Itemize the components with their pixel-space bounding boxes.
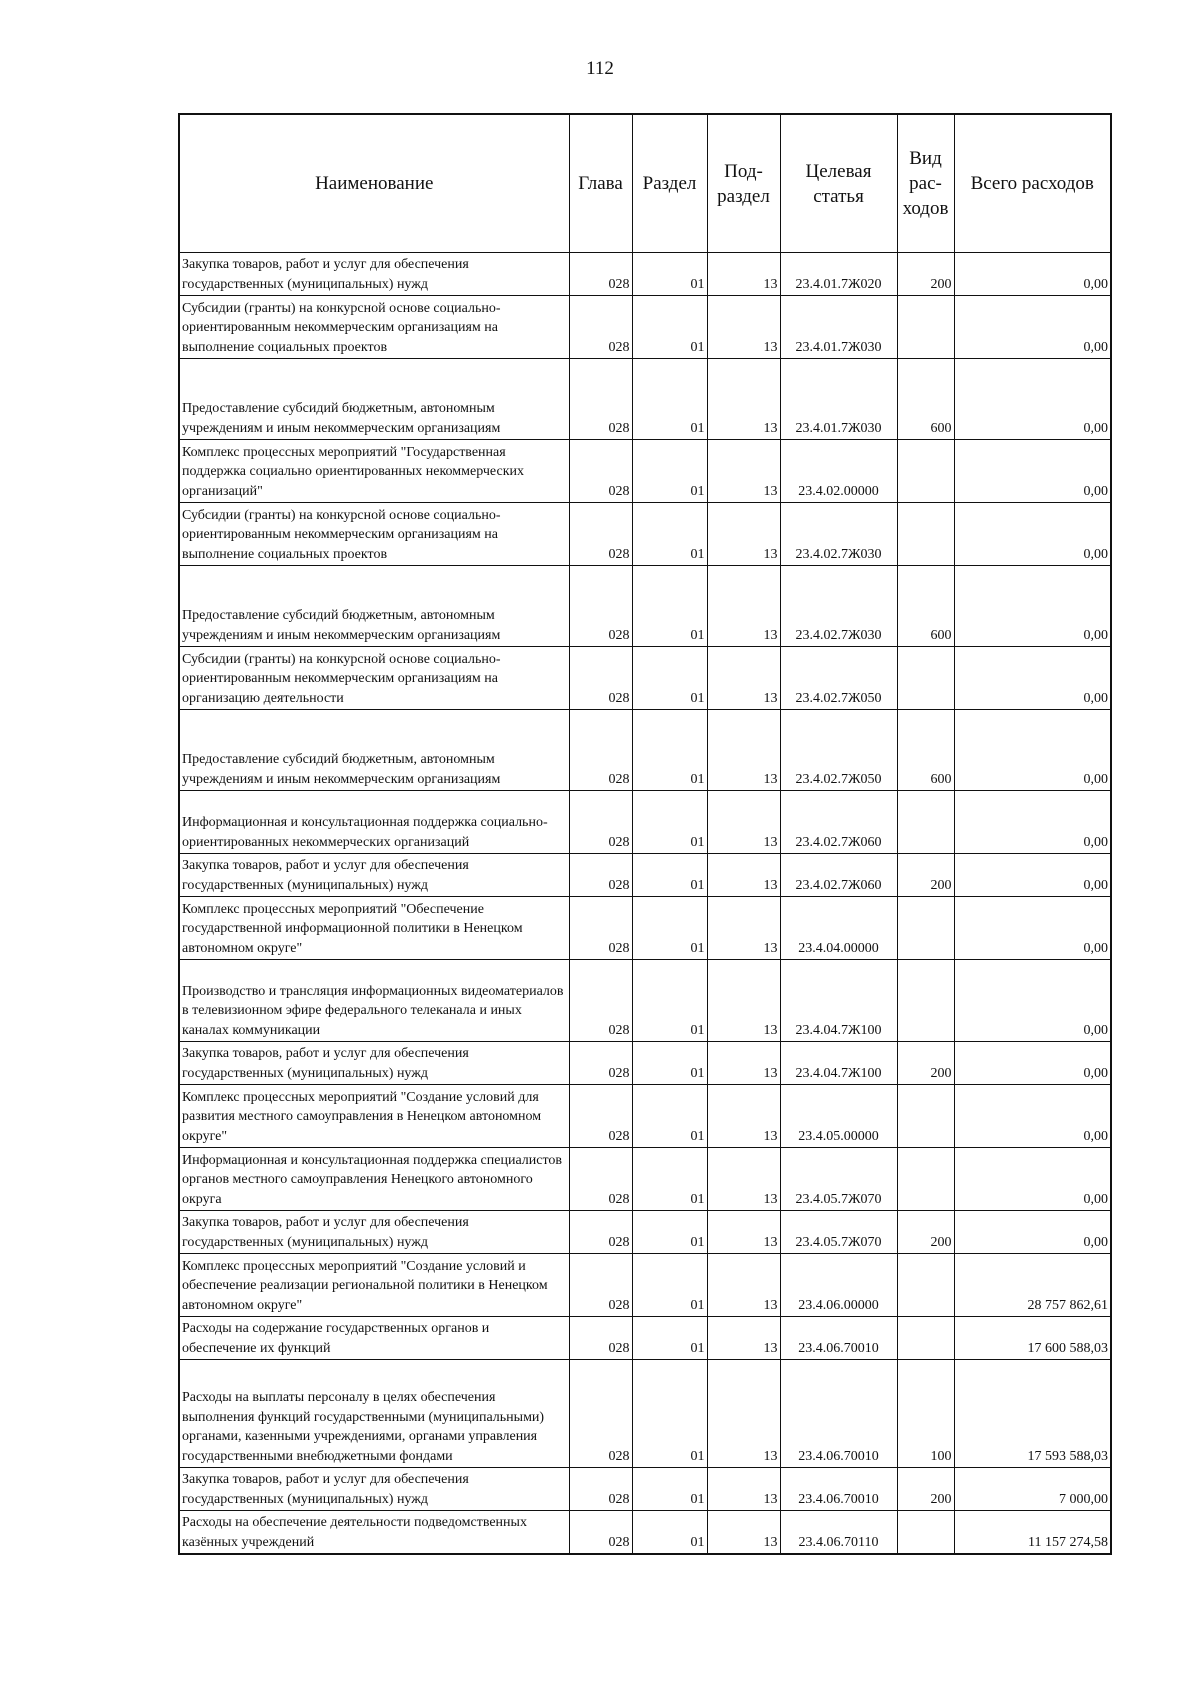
cell-kind: 600 xyxy=(897,359,954,440)
cell-name: Комплекс процессных мероприятий "Обеспечение государственной информационной политики в Ненецком автономном округе" xyxy=(179,897,569,960)
cell-kind: 100 xyxy=(897,1360,954,1468)
cell-name: Расходы на содержание государственных органов и обеспечение их функций xyxy=(179,1317,569,1360)
cell-kind xyxy=(897,960,954,1042)
cell-subsection: 13 xyxy=(707,647,780,710)
cell-name: Производство и трансляция информационных видеоматериалов в телевизионном эфире федерального телеканала и иных каналах коммуникации xyxy=(179,960,569,1042)
cell-total: 11 157 274,58 xyxy=(954,1511,1111,1555)
cell-subsection: 13 xyxy=(707,296,780,359)
cell-section: 01 xyxy=(632,1360,707,1468)
cell-section: 01 xyxy=(632,647,707,710)
cell-chapter: 028 xyxy=(569,897,632,960)
cell-total: 17 600 588,03 xyxy=(954,1317,1111,1360)
cell-chapter: 028 xyxy=(569,1511,632,1555)
cell-section: 01 xyxy=(632,1148,707,1211)
cell-name: Информационная и консультационная поддержка специалистов органов местного самоуправления Ненецкого автономного округа xyxy=(179,1148,569,1211)
cell-article: 23.4.02.7Ж030 xyxy=(780,503,897,566)
header-chapter: Глава xyxy=(569,114,632,253)
cell-section: 01 xyxy=(632,897,707,960)
cell-subsection: 13 xyxy=(707,897,780,960)
cell-article: 23.4.01.7Ж020 xyxy=(780,253,897,296)
cell-subsection: 13 xyxy=(707,1148,780,1211)
cell-article: 23.4.06.70010 xyxy=(780,1468,897,1511)
cell-chapter: 028 xyxy=(569,359,632,440)
table-row xyxy=(179,791,1111,854)
cell-article: 23.4.01.7Ж030 xyxy=(780,296,897,359)
cell-total: 0,00 xyxy=(954,359,1111,440)
cell-name: Расходы на выплаты персоналу в целях обеспечения выполнения функций государственными (муниципальными) органами, казенными учреждениями, органами управления государственными внебюджетными фондами xyxy=(179,1360,569,1468)
cell-chapter: 028 xyxy=(569,1085,632,1148)
cell-name: Субсидии (гранты) на конкурсной основе социально-ориентированным некоммерческим организациям на выполнение социальных проектов xyxy=(179,503,569,566)
cell-kind xyxy=(897,647,954,710)
page-number: 112 xyxy=(586,58,614,79)
cell-chapter: 028 xyxy=(569,647,632,710)
cell-total: 0,00 xyxy=(954,253,1111,296)
cell-subsection: 13 xyxy=(707,1317,780,1360)
cell-kind xyxy=(897,1317,954,1360)
cell-total: 0,00 xyxy=(954,647,1111,710)
table-row xyxy=(179,1511,1111,1555)
table-row xyxy=(179,1042,1111,1085)
cell-kind xyxy=(897,440,954,503)
cell-chapter: 028 xyxy=(569,1254,632,1317)
cell-section: 01 xyxy=(632,1254,707,1317)
table-row xyxy=(179,647,1111,710)
cell-section: 01 xyxy=(632,854,707,897)
cell-total: 7 000,00 xyxy=(954,1468,1111,1511)
cell-subsection: 13 xyxy=(707,1511,780,1555)
cell-section: 01 xyxy=(632,791,707,854)
cell-total: 0,00 xyxy=(954,566,1111,647)
cell-total: 0,00 xyxy=(954,960,1111,1042)
cell-name: Закупка товаров, работ и услуг для обеспечения государственных (муниципальных) нужд xyxy=(179,1042,569,1085)
header-section: Раздел xyxy=(632,114,707,253)
cell-kind xyxy=(897,1254,954,1317)
cell-total: 0,00 xyxy=(954,440,1111,503)
header-subsection: Под-раздел xyxy=(707,114,780,253)
cell-chapter: 028 xyxy=(569,854,632,897)
cell-subsection: 13 xyxy=(707,710,780,791)
cell-total: 17 593 588,03 xyxy=(954,1360,1111,1468)
cell-kind xyxy=(897,897,954,960)
cell-total: 0,00 xyxy=(954,1085,1111,1148)
cell-total: 0,00 xyxy=(954,1042,1111,1085)
cell-chapter: 028 xyxy=(569,960,632,1042)
cell-subsection: 13 xyxy=(707,1360,780,1468)
cell-article: 23.4.01.7Ж030 xyxy=(780,359,897,440)
cell-kind: 200 xyxy=(897,854,954,897)
cell-section: 01 xyxy=(632,960,707,1042)
cell-name: Субсидии (гранты) на конкурсной основе социально-ориентированным некоммерческим организациям на выполнение социальных проектов xyxy=(179,296,569,359)
cell-section: 01 xyxy=(632,359,707,440)
cell-article: 23.4.02.00000 xyxy=(780,440,897,503)
cell-article: 23.4.06.70010 xyxy=(780,1360,897,1468)
cell-chapter: 028 xyxy=(569,1148,632,1211)
cell-chapter: 028 xyxy=(569,503,632,566)
cell-subsection: 13 xyxy=(707,566,780,647)
cell-chapter: 028 xyxy=(569,566,632,647)
cell-subsection: 13 xyxy=(707,791,780,854)
cell-article: 23.4.04.7Ж100 xyxy=(780,960,897,1042)
cell-section: 01 xyxy=(632,440,707,503)
cell-chapter: 028 xyxy=(569,440,632,503)
cell-name: Предоставление субсидий бюджетным, автономным учреждениям и иным некоммерческим организациям xyxy=(179,710,569,791)
cell-kind: 200 xyxy=(897,1211,954,1254)
table-row xyxy=(179,503,1111,566)
cell-chapter: 028 xyxy=(569,253,632,296)
cell-name: Расходы на обеспечение деятельности подведомственных казённых учреждений xyxy=(179,1511,569,1555)
cell-chapter: 028 xyxy=(569,296,632,359)
cell-subsection: 13 xyxy=(707,1211,780,1254)
table-row xyxy=(179,1211,1111,1254)
cell-article: 23.4.05.7Ж070 xyxy=(780,1211,897,1254)
cell-article: 23.4.06.70110 xyxy=(780,1511,897,1555)
cell-section: 01 xyxy=(632,566,707,647)
header-total: Всего расходов xyxy=(954,114,1111,253)
cell-chapter: 028 xyxy=(569,1468,632,1511)
cell-total: 0,00 xyxy=(954,503,1111,566)
table-body xyxy=(179,253,1111,1555)
cell-subsection: 13 xyxy=(707,359,780,440)
cell-kind xyxy=(897,296,954,359)
cell-article: 23.4.02.7Ж050 xyxy=(780,647,897,710)
cell-name: Информационная и консультационная поддержка социально-ориентированных некоммерческих организаций xyxy=(179,791,569,854)
cell-name: Комплекс процессных мероприятий "Создание условий для развития местного самоуправления в Ненецком автономном округе" xyxy=(179,1085,569,1148)
cell-section: 01 xyxy=(632,1042,707,1085)
cell-chapter: 028 xyxy=(569,1042,632,1085)
cell-name: Предоставление субсидий бюджетным, автономным учреждениям и иным некоммерческим организациям xyxy=(179,359,569,440)
cell-subsection: 13 xyxy=(707,960,780,1042)
cell-total: 0,00 xyxy=(954,1211,1111,1254)
cell-subsection: 13 xyxy=(707,1042,780,1085)
cell-article: 23.4.05.7Ж070 xyxy=(780,1148,897,1211)
cell-section: 01 xyxy=(632,503,707,566)
cell-total: 0,00 xyxy=(954,791,1111,854)
cell-subsection: 13 xyxy=(707,1254,780,1317)
cell-section: 01 xyxy=(632,253,707,296)
cell-section: 01 xyxy=(632,1468,707,1511)
cell-article: 23.4.02.7Ж030 xyxy=(780,566,897,647)
cell-name: Закупка товаров, работ и услуг для обеспечения государственных (муниципальных) нужд xyxy=(179,1211,569,1254)
cell-total: 0,00 xyxy=(954,710,1111,791)
table-header xyxy=(179,114,1111,253)
cell-article: 23.4.06.70010 xyxy=(780,1317,897,1360)
cell-article: 23.4.06.00000 xyxy=(780,1254,897,1317)
cell-kind xyxy=(897,503,954,566)
cell-article: 23.4.04.00000 xyxy=(780,897,897,960)
cell-kind xyxy=(897,791,954,854)
cell-total: 0,00 xyxy=(954,296,1111,359)
cell-kind: 600 xyxy=(897,566,954,647)
cell-kind: 200 xyxy=(897,253,954,296)
table-row xyxy=(179,440,1111,503)
cell-kind xyxy=(897,1511,954,1555)
table-row xyxy=(179,359,1111,440)
cell-section: 01 xyxy=(632,296,707,359)
cell-kind xyxy=(897,1148,954,1211)
table-row xyxy=(179,1360,1111,1468)
cell-subsection: 13 xyxy=(707,854,780,897)
cell-total: 0,00 xyxy=(954,897,1111,960)
cell-name: Закупка товаров, работ и услуг для обеспечения государственных (муниципальных) нужд xyxy=(179,253,569,296)
cell-subsection: 13 xyxy=(707,1468,780,1511)
cell-section: 01 xyxy=(632,1085,707,1148)
table-row xyxy=(179,897,1111,960)
table-row xyxy=(179,1148,1111,1211)
table-row xyxy=(179,1085,1111,1148)
header-name: Наименование xyxy=(179,114,569,253)
cell-section: 01 xyxy=(632,710,707,791)
header-kind: Вид рас-ходов xyxy=(897,114,954,253)
cell-chapter: 028 xyxy=(569,1360,632,1468)
cell-kind: 200 xyxy=(897,1042,954,1085)
cell-chapter: 028 xyxy=(569,710,632,791)
cell-name: Комплекс процессных мероприятий "Создание условий и обеспечение реализации региональной политики в Ненецком автономном округе" xyxy=(179,1254,569,1317)
cell-article: 23.4.05.00000 xyxy=(780,1085,897,1148)
cell-name: Закупка товаров, работ и услуг для обеспечения государственных (муниципальных) нужд xyxy=(179,854,569,897)
cell-subsection: 13 xyxy=(707,440,780,503)
table-row xyxy=(179,960,1111,1042)
header-article: Целевая статья xyxy=(780,114,897,253)
cell-article: 23.4.02.7Ж060 xyxy=(780,854,897,897)
cell-subsection: 13 xyxy=(707,503,780,566)
cell-total: 28 757 862,61 xyxy=(954,1254,1111,1317)
cell-chapter: 028 xyxy=(569,1211,632,1254)
cell-chapter: 028 xyxy=(569,1317,632,1360)
cell-subsection: 13 xyxy=(707,253,780,296)
cell-article: 23.4.02.7Ж050 xyxy=(780,710,897,791)
table-row xyxy=(179,296,1111,359)
cell-section: 01 xyxy=(632,1511,707,1555)
table-row xyxy=(179,710,1111,791)
cell-name: Комплекс процессных мероприятий "Государственная поддержка социально ориентированных некоммерческих организаций" xyxy=(179,440,569,503)
budget-table xyxy=(178,113,1112,1555)
cell-chapter: 028 xyxy=(569,791,632,854)
table-row xyxy=(179,854,1111,897)
cell-name: Субсидии (гранты) на конкурсной основе социально-ориентированным некоммерческим организациям на организацию деятельности xyxy=(179,647,569,710)
table-row xyxy=(179,1468,1111,1511)
cell-total: 0,00 xyxy=(954,1148,1111,1211)
cell-article: 23.4.04.7Ж100 xyxy=(780,1042,897,1085)
cell-kind: 600 xyxy=(897,710,954,791)
cell-total: 0,00 xyxy=(954,854,1111,897)
cell-kind: 200 xyxy=(897,1468,954,1511)
table-row xyxy=(179,566,1111,647)
table-row xyxy=(179,253,1111,296)
cell-name: Предоставление субсидий бюджетным, автономным учреждениям и иным некоммерческим организациям xyxy=(179,566,569,647)
cell-kind xyxy=(897,1085,954,1148)
cell-name: Закупка товаров, работ и услуг для обеспечения государственных (муниципальных) нужд xyxy=(179,1468,569,1511)
table-row xyxy=(179,1254,1111,1317)
cell-article: 23.4.02.7Ж060 xyxy=(780,791,897,854)
table-row xyxy=(179,1317,1111,1360)
cell-section: 01 xyxy=(632,1317,707,1360)
cell-subsection: 13 xyxy=(707,1085,780,1148)
cell-section: 01 xyxy=(632,1211,707,1254)
